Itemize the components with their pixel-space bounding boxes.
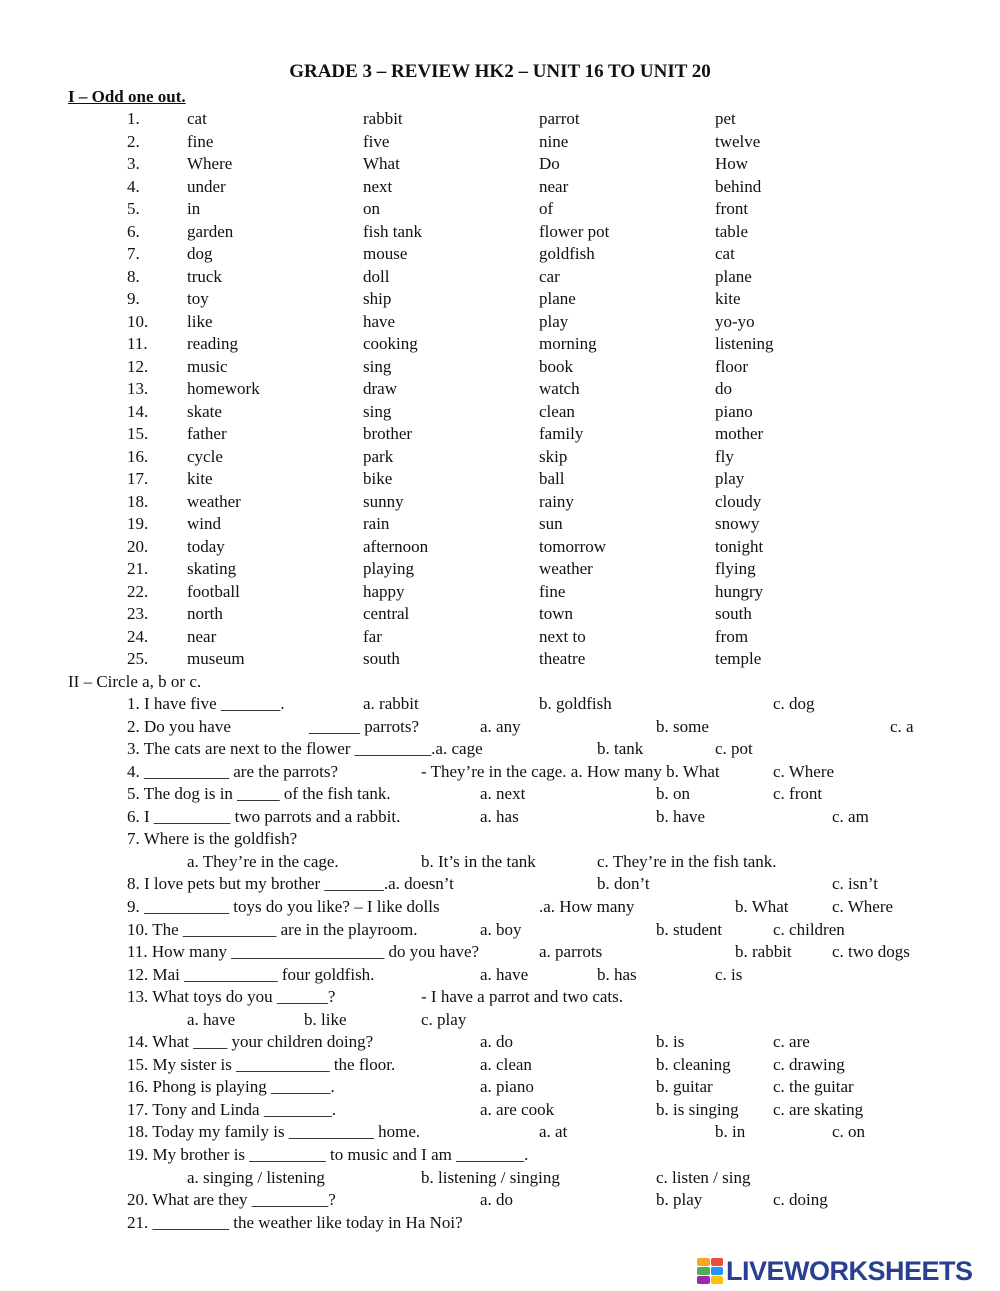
answer-option: c. isn’t xyxy=(832,874,878,894)
word-option: listening xyxy=(715,334,774,353)
item-number: 22. xyxy=(127,581,149,601)
odd-one-out-row xyxy=(0,243,1000,265)
question-text: 15. My sister is ___________ the floor. xyxy=(127,1054,396,1074)
answer-option: c. They’re in the fish tank. xyxy=(597,851,777,871)
odd-one-out-row xyxy=(0,266,1000,288)
answer-option: b. have xyxy=(656,806,706,826)
word-option: Do xyxy=(539,154,560,173)
word-option: cat xyxy=(187,109,207,128)
answer-option: a. any xyxy=(480,716,521,736)
odd-one-out-row xyxy=(0,221,1000,243)
odd-one-out-row xyxy=(0,401,1000,423)
item-number: 4. xyxy=(127,176,140,196)
question-line xyxy=(0,1121,1000,1143)
answer-option: c. front xyxy=(773,784,823,804)
item-number: 17. xyxy=(127,469,149,488)
item-number: 13. xyxy=(127,379,149,398)
answer-option: a. have xyxy=(480,964,529,984)
word-option: play xyxy=(715,469,745,488)
word-option: father xyxy=(187,424,227,443)
word-option: skip xyxy=(539,446,568,466)
odd-one-out-row xyxy=(0,311,1000,333)
question-line xyxy=(0,1054,1000,1076)
answer-option: c. the guitar xyxy=(773,1077,854,1097)
question-text: 9. __________ toys do you like? – I like dolls xyxy=(127,896,440,916)
question-text: 18. Today my family is __________ home. xyxy=(127,1122,421,1142)
question-line xyxy=(0,1009,1000,1031)
word-option: floor xyxy=(715,356,749,376)
item-number: 10. xyxy=(127,311,149,331)
word-option: weather xyxy=(539,559,593,578)
answer-option: b. It’s in the tank xyxy=(421,851,536,871)
word-option: next to xyxy=(539,626,586,646)
answer-option: c. children xyxy=(773,919,845,939)
answer-option: - They’re in the cage. a. How many b. What xyxy=(421,761,720,781)
item-number: 2. xyxy=(127,131,140,151)
answer-option: a. parrots xyxy=(539,942,603,962)
word-option: goldfish xyxy=(539,244,595,263)
answer-option: b. student xyxy=(656,919,723,939)
question-text: 21. _________ the weather like today in Ha Noi? xyxy=(127,1212,463,1232)
question-text: 20. What are they _________? xyxy=(127,1190,336,1210)
question-line xyxy=(0,716,1000,738)
odd-one-out-row xyxy=(0,446,1000,468)
question-line xyxy=(0,806,1000,828)
word-option: next xyxy=(363,176,393,196)
word-option: behind xyxy=(715,176,762,196)
word-option: near xyxy=(539,176,569,196)
answer-option: b. cleaning xyxy=(656,1054,731,1074)
answer-option: b. goldfish xyxy=(539,694,612,713)
odd-one-out-row xyxy=(0,648,1000,670)
word-option: How xyxy=(715,154,749,173)
item-number: 6. xyxy=(127,221,140,241)
word-option: yo-yo xyxy=(715,311,755,331)
odd-one-out-row xyxy=(0,198,1000,220)
word-option: fly xyxy=(715,446,734,466)
question-line xyxy=(0,783,1000,805)
answer-option: a. piano xyxy=(480,1077,534,1097)
item-number: 1. xyxy=(127,109,140,128)
answer-option: .a. How many xyxy=(539,896,635,916)
answer-option: b. listening / singing xyxy=(421,1167,560,1187)
word-option: tonight xyxy=(715,536,764,556)
odd-one-out-row xyxy=(0,536,1000,558)
answer-option: b. play xyxy=(656,1190,703,1210)
question-line xyxy=(0,941,1000,963)
word-option: do xyxy=(715,379,732,398)
item-number: 7. xyxy=(127,244,140,263)
item-number: 3. xyxy=(127,154,140,173)
question-text: 3. The cats are next to the flower _________.a. cage xyxy=(127,739,483,759)
odd-one-out-row xyxy=(0,491,1000,513)
answer-option: a. has xyxy=(480,806,519,826)
item-number: 20. xyxy=(127,536,149,556)
question-text: 8. I love pets but my brother _______.a. doesn’t xyxy=(127,874,454,894)
word-option: central xyxy=(363,604,410,623)
answer-option: a. rabbit xyxy=(363,694,419,713)
question-line xyxy=(0,873,1000,895)
word-option: north xyxy=(187,604,223,623)
question-line xyxy=(0,738,1000,760)
word-option: happy xyxy=(363,581,405,601)
item-number: 14. xyxy=(127,401,149,421)
word-option: play xyxy=(539,311,569,331)
item-number: 19. xyxy=(127,514,149,533)
answer-option: a. do xyxy=(480,1190,514,1210)
word-option: reading xyxy=(187,334,238,353)
word-option: truck xyxy=(187,266,222,286)
answer-option: b. some xyxy=(656,716,709,736)
word-option: football xyxy=(187,581,240,601)
question-text: 19. My brother is _________ to music and I am ________. xyxy=(127,1145,529,1164)
word-option: tomorrow xyxy=(539,536,607,556)
answer-option: b. in xyxy=(715,1122,746,1142)
question-line xyxy=(0,828,1000,850)
answer-option: b. like xyxy=(304,1009,347,1029)
word-option: homework xyxy=(187,379,260,398)
question-line xyxy=(0,693,1000,715)
odd-one-out-row xyxy=(0,131,1000,153)
word-option: hungry xyxy=(715,581,764,601)
word-option: cat xyxy=(715,244,735,263)
word-option: sing xyxy=(363,401,392,421)
question-text: 1. I have five _______. xyxy=(127,694,285,713)
answer-option: c. Where xyxy=(773,761,835,781)
word-option: book xyxy=(539,356,573,376)
word-option: ball xyxy=(539,469,565,488)
odd-one-out-row xyxy=(0,288,1000,310)
word-option: cloudy xyxy=(715,491,762,511)
question-text: 6. I _________ two parrots and a rabbit. xyxy=(127,806,401,826)
question-line xyxy=(0,986,1000,1008)
word-option: south xyxy=(363,649,400,668)
question-line xyxy=(0,896,1000,918)
question-line xyxy=(0,1212,1000,1234)
section-2-heading: II – Circle a, b or c. xyxy=(68,672,202,691)
word-option: from xyxy=(715,626,749,646)
word-option: Where xyxy=(187,154,233,173)
word-option: doll xyxy=(363,266,390,286)
question-text: 11. How many __________________ do you have? xyxy=(127,942,480,962)
answer-option: b. is xyxy=(656,1032,685,1052)
question-text: 2. Do you have xyxy=(127,716,231,736)
word-option: toy xyxy=(187,289,209,308)
answer-option: c. are skating xyxy=(773,1099,864,1119)
word-option: fish tank xyxy=(363,221,423,241)
liveworksheets-logo-icon xyxy=(697,1258,723,1284)
word-option: plane xyxy=(539,289,576,308)
answer-option: b. guitar xyxy=(656,1077,713,1097)
word-option: rainy xyxy=(539,491,574,511)
question-line xyxy=(0,1031,1000,1053)
answer-option: c. is xyxy=(715,964,743,984)
item-number: 11. xyxy=(127,334,148,353)
odd-one-out-row xyxy=(0,153,1000,175)
question-line xyxy=(0,1144,1000,1166)
word-option: flying xyxy=(715,559,756,578)
question-text: a. singing / listening xyxy=(187,1167,325,1187)
answer-option: a. at xyxy=(539,1122,568,1142)
odd-one-out-row xyxy=(0,378,1000,400)
word-option: south xyxy=(715,604,752,623)
answer-option: c. a xyxy=(890,716,914,736)
question-text: 5. The dog is in _____ of the fish tank. xyxy=(127,784,391,804)
word-option: snowy xyxy=(715,514,760,533)
word-option: today xyxy=(187,536,225,556)
word-option: playing xyxy=(363,559,414,578)
item-number: 21. xyxy=(127,559,149,578)
answer-option: b. tank xyxy=(597,739,644,759)
item-number: 16. xyxy=(127,446,149,466)
question-text: 17. Tony and Linda ________. xyxy=(127,1099,337,1119)
word-option: on xyxy=(363,199,380,218)
word-option: theatre xyxy=(539,649,586,668)
item-number: 18. xyxy=(127,491,149,511)
answer-option: b. don’t xyxy=(597,874,650,894)
item-number: 8. xyxy=(127,266,140,286)
word-option: five xyxy=(363,131,390,151)
question-line xyxy=(0,964,1000,986)
odd-one-out-row xyxy=(0,356,1000,378)
answer-option: a. boy xyxy=(480,919,522,939)
item-number: 12. xyxy=(127,356,149,376)
word-option: car xyxy=(539,266,560,286)
word-option: bike xyxy=(363,469,393,488)
answer-option: c. on xyxy=(832,1122,866,1142)
word-option: afternoon xyxy=(363,536,429,556)
answer-option: - I have a parrot and two cats. xyxy=(421,987,624,1007)
word-option: table xyxy=(715,221,749,241)
word-option: sing xyxy=(363,356,392,376)
item-number: 9. xyxy=(127,289,140,308)
word-option: twelve xyxy=(715,131,761,151)
answer-option: b. has xyxy=(597,964,637,984)
word-option: piano xyxy=(715,401,753,421)
question-text: 13. What toys do you ______? xyxy=(127,987,336,1007)
question-line xyxy=(0,761,1000,783)
section-1-heading: I – Odd one out. xyxy=(68,87,186,106)
item-number: 24. xyxy=(127,626,149,646)
answer-option: a. are cook xyxy=(480,1099,555,1119)
word-option: mouse xyxy=(363,244,408,263)
word-option: mother xyxy=(715,424,764,443)
odd-one-out-row xyxy=(0,468,1000,490)
question-line xyxy=(0,1076,1000,1098)
answer-option: c. drawing xyxy=(773,1054,845,1074)
question-text: a. They’re in the cage. xyxy=(187,851,339,871)
word-option: music xyxy=(187,356,228,376)
odd-one-out-row xyxy=(0,333,1000,355)
answer-option: a. clean xyxy=(480,1054,532,1074)
word-option: in xyxy=(187,199,201,218)
word-option: temple xyxy=(715,649,762,668)
question-text: 16. Phong is playing _______. xyxy=(127,1077,335,1097)
word-option: skating xyxy=(187,559,237,578)
word-option: skate xyxy=(187,401,222,421)
word-option: cycle xyxy=(187,446,223,466)
word-option: morning xyxy=(539,334,597,353)
logo-text: LIVEWORKSHEETS xyxy=(726,1256,973,1286)
word-option: plane xyxy=(715,266,752,286)
answer-option: b. is singing xyxy=(656,1099,739,1119)
odd-one-out-row xyxy=(0,581,1000,603)
question-line xyxy=(0,1189,1000,1211)
question-text: a. have xyxy=(187,1009,236,1029)
answer-option: c. dog xyxy=(773,694,815,713)
answer-option: c. Where xyxy=(832,896,894,916)
answer-option: b. on xyxy=(656,784,690,804)
word-option: kite xyxy=(715,289,741,308)
word-option: park xyxy=(363,446,394,466)
word-option: brother xyxy=(363,424,413,443)
question-line xyxy=(0,1099,1000,1121)
odd-one-out-row xyxy=(0,603,1000,625)
item-number: 25. xyxy=(127,649,149,668)
word-option: sun xyxy=(539,514,563,533)
odd-one-out-row xyxy=(0,626,1000,648)
answer-option: c. two dogs xyxy=(832,942,910,962)
word-option: like xyxy=(187,311,213,331)
word-option: clean xyxy=(539,401,575,421)
word-option: of xyxy=(539,199,554,218)
word-option: nine xyxy=(539,131,569,151)
word-option: dog xyxy=(187,244,213,263)
word-option: pet xyxy=(715,109,736,128)
odd-one-out-row xyxy=(0,423,1000,445)
word-option: front xyxy=(715,199,749,218)
word-option: cooking xyxy=(363,334,418,353)
answer-option: a. do xyxy=(480,1032,514,1052)
word-option: kite xyxy=(187,469,213,488)
answer-option: c. doing xyxy=(773,1190,828,1210)
item-number: 15. xyxy=(127,424,149,443)
word-option: under xyxy=(187,176,226,196)
answer-option: c. pot xyxy=(715,739,753,759)
answer-option: c. listen / sing xyxy=(656,1167,751,1187)
odd-one-out-row xyxy=(0,108,1000,130)
word-option: flower pot xyxy=(539,221,610,241)
word-option: near xyxy=(187,626,217,646)
question-line xyxy=(0,1167,1000,1189)
page-title: GRADE 3 – REVIEW HK2 – UNIT 16 TO UNIT 20 xyxy=(289,61,711,82)
question-text: 14. What ____ your children doing? xyxy=(127,1032,374,1052)
word-option: town xyxy=(539,604,573,623)
word-option: far xyxy=(363,626,382,646)
odd-one-out-row xyxy=(0,558,1000,580)
word-option: family xyxy=(539,424,584,443)
question-line xyxy=(0,851,1000,873)
word-option: watch xyxy=(539,379,580,398)
word-option: wind xyxy=(187,514,221,533)
word-option: ship xyxy=(363,289,392,308)
word-option: museum xyxy=(187,649,245,668)
word-option: draw xyxy=(363,379,397,398)
word-option: fine xyxy=(539,581,566,601)
question-text: 4. __________ are the parrots? xyxy=(127,761,339,781)
word-option: sunny xyxy=(363,491,404,511)
answer-option: b. rabbit xyxy=(735,942,792,962)
odd-one-out-row xyxy=(0,176,1000,198)
answer-option: c. are xyxy=(773,1032,810,1052)
word-option: rabbit xyxy=(363,109,403,128)
item-number: 23. xyxy=(127,604,149,623)
question-text: 12. Mai ___________ four goldfish. xyxy=(127,964,375,984)
answer-option: a. next xyxy=(480,784,526,804)
answer-option: c. am xyxy=(832,806,869,826)
question-text: 10. The ___________ are in the playroom. xyxy=(127,919,418,939)
word-option: weather xyxy=(187,491,241,511)
item-number: 5. xyxy=(127,199,140,218)
word-option: rain xyxy=(363,514,390,533)
word-option: fine xyxy=(187,131,214,151)
answer-option: c. play xyxy=(421,1009,467,1029)
word-option: have xyxy=(363,311,396,331)
question-text: 7. Where is the goldfish? xyxy=(127,829,298,849)
liveworksheets-logo xyxy=(697,1255,973,1287)
answer-option: ______ parrots? xyxy=(309,716,420,736)
word-option: What xyxy=(363,154,400,173)
answer-option: b. What xyxy=(735,896,789,916)
word-option: parrot xyxy=(539,109,580,128)
odd-one-out-row xyxy=(0,513,1000,535)
question-line xyxy=(0,919,1000,941)
word-option: garden xyxy=(187,221,234,241)
